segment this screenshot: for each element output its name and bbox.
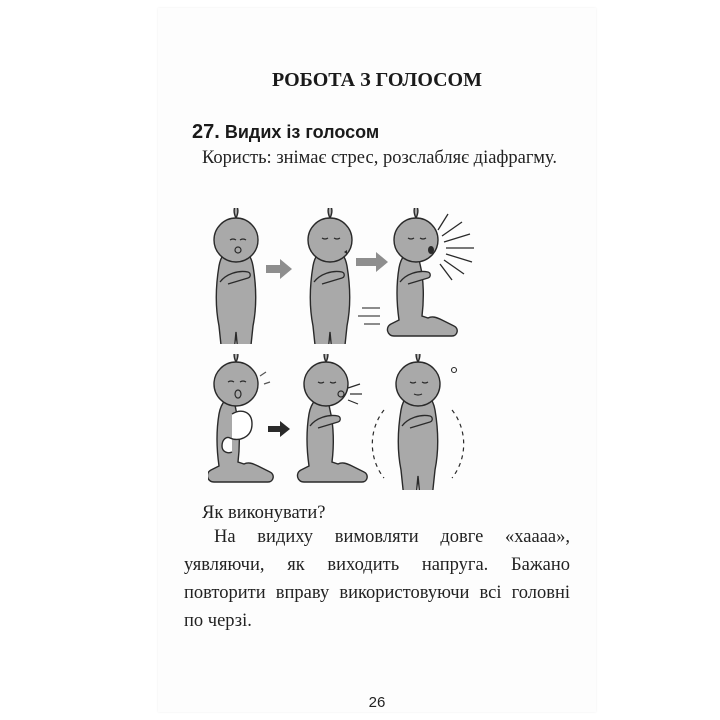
page-number: 26 bbox=[368, 694, 386, 711]
bubble-icon bbox=[452, 368, 457, 373]
figure-exhale bbox=[308, 208, 352, 344]
sound-rays-icon bbox=[438, 214, 474, 280]
breath-lines-icon bbox=[348, 384, 362, 404]
aura-right-icon bbox=[452, 410, 464, 478]
howto-question: Як виконувати? bbox=[202, 503, 326, 523]
arrow-right-icon bbox=[266, 259, 292, 279]
book-page bbox=[158, 8, 596, 712]
aura-left-icon bbox=[372, 410, 384, 478]
benefit-label: Користь: bbox=[202, 148, 272, 168]
figure-inhale bbox=[214, 208, 258, 344]
benefit-paragraph bbox=[184, 144, 570, 172]
motion-lines-icon bbox=[358, 308, 380, 324]
section-title: РОБОТА З ГОЛОСОМ bbox=[271, 69, 482, 91]
illustration-row-top bbox=[208, 208, 508, 344]
figure-seated-exhale bbox=[297, 354, 367, 482]
illustration-row-bottom bbox=[208, 354, 508, 490]
exercise-illustration bbox=[208, 208, 508, 488]
exercise-title: Видих із голосом bbox=[224, 122, 380, 142]
arrow-right-small-icon bbox=[268, 421, 290, 437]
howto-text: На видиху вимовляти довге «хаааа», уявляючи, як виходить напруга. Бажано повторити вправу використовуючи всі головні по черзі. bbox=[184, 527, 570, 631]
figure-relaxed bbox=[396, 354, 440, 490]
figure-diaphragm bbox=[208, 354, 273, 482]
breath-arrow-icon bbox=[356, 252, 388, 272]
exercise-number: 27. bbox=[192, 121, 220, 143]
exercise-heading bbox=[192, 121, 379, 144]
benefit-text: знімає стрес, розслабляє діафрагму. bbox=[276, 148, 557, 168]
